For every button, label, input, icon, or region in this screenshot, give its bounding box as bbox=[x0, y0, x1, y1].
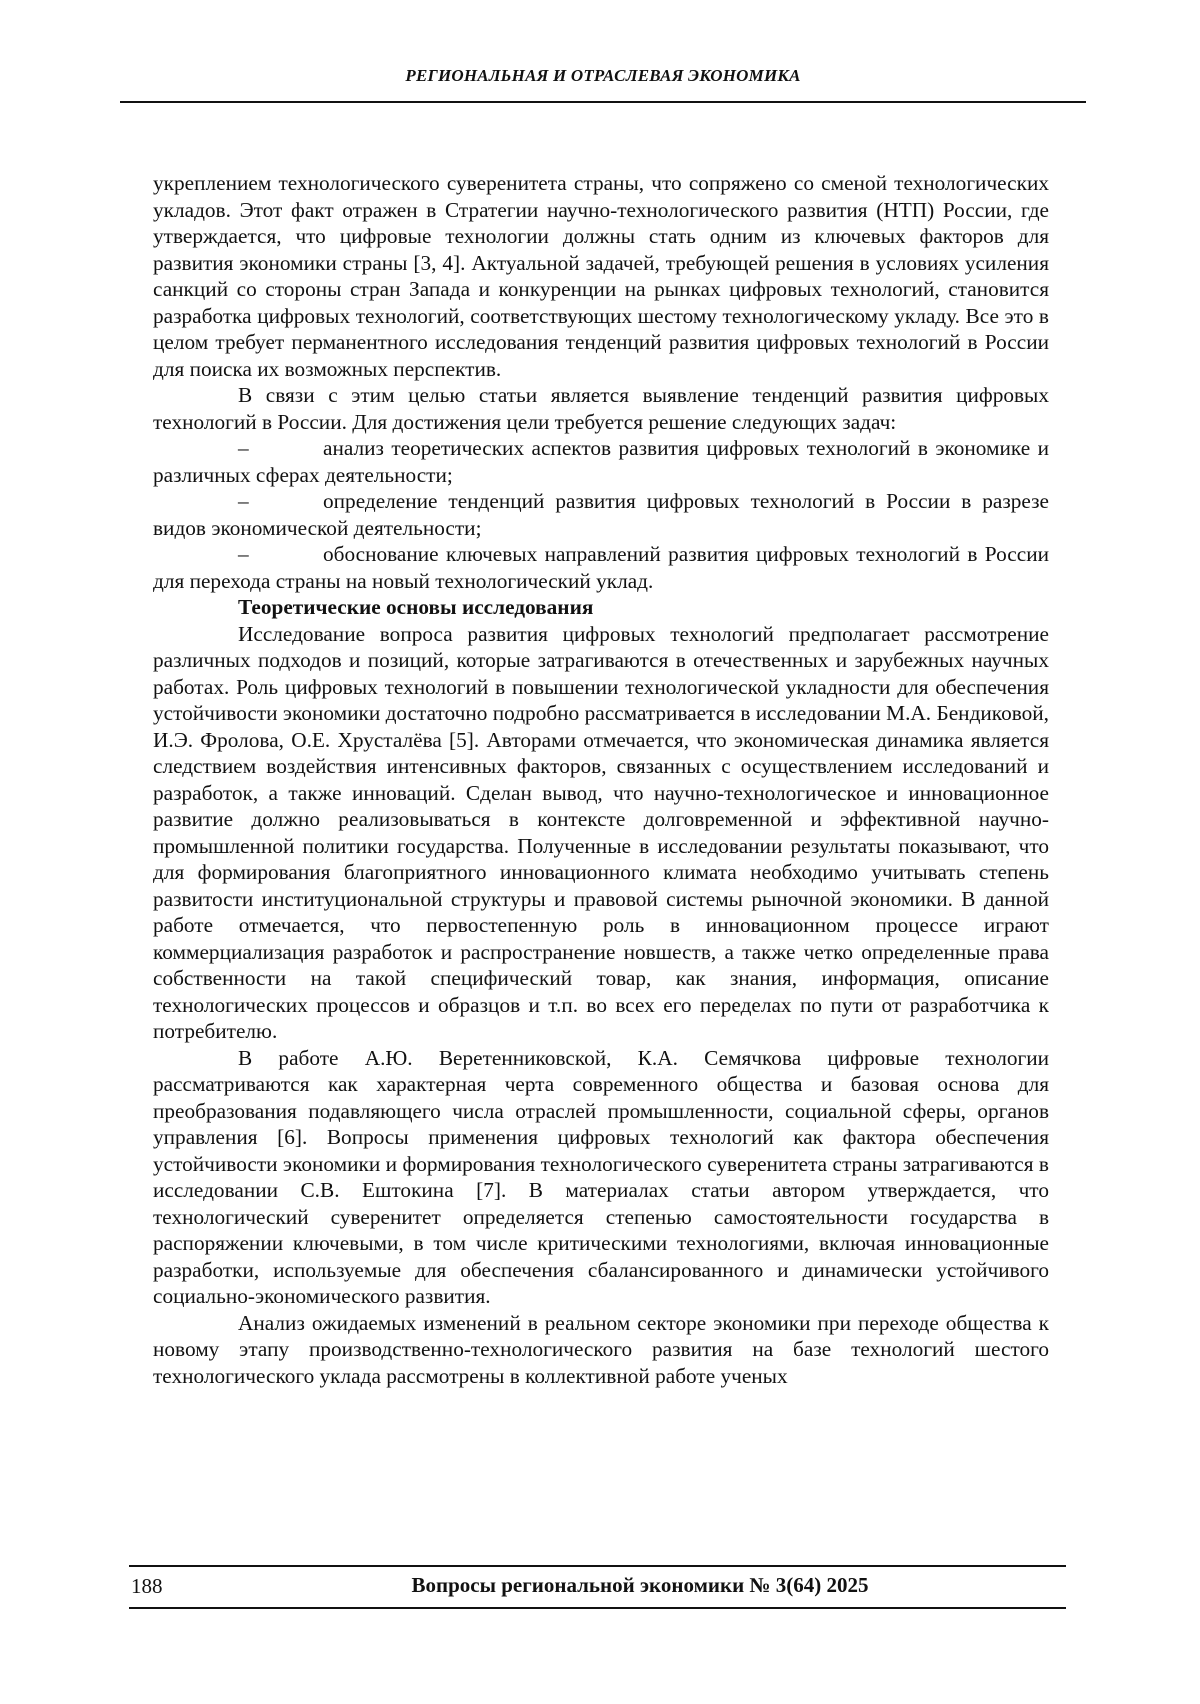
list-item-task-2 bbox=[153, 488, 1049, 541]
paragraph-intro: укреплением технологического суверенитета страны, что сопряжено со сменой технологических укладов. Этот факт отражен в Стратегии научно-технологического развития (НТП) России, где утверждается, что цифровые технологии должны стать одним из ключевых факторов для развития экономики страны [3, 4]. Актуальной задачей, требующей решения в условиях усиления санкций со стороны стран Запада и конкуренции на рынках цифровых технологий, становится разработка цифровых технологий, соответствующих шестому технологическому укладу. Все это в целом требует перманентного исследования тенденций развития цифровых технологий в России для поиска их возможных перспектив. bbox=[153, 171, 1049, 381]
section-heading: Теоретические основы исследования bbox=[238, 595, 594, 619]
dash-marker: – bbox=[238, 436, 249, 460]
list-item-task-3 bbox=[153, 541, 1049, 594]
header-divider bbox=[120, 101, 1086, 103]
dash-marker: – bbox=[238, 542, 249, 566]
paragraph-veretennikovskaya: В работе А.Ю. Веретенниковской, К.А. Семячкова цифровые технологии рассматриваются как характерная черта современного общества и базовая основа для преобразования подавляющего числа отраслей промышленности, социальной сферы, органов управления [6]. Вопросы применения цифровых технологий как фактора обеспечения устойчивости экономики и формирования технологического суверенитета страны затрагиваются в исследовании С.В. Ештокина [7]. В материалах статьи автором утверждается, что технологический суверенитет определяется степенью самостоятельности государства в распоряжении ключевыми, в том числе критическими технологиями, включая инновационные разработки, используемые для обеспечения сбалансированного и динамически устойчивого социально-экономического развития. bbox=[153, 1045, 1049, 1308]
journal-title: Вопросы региональной экономики № 3(64) 2025 bbox=[411, 1573, 869, 1597]
paragraph-analysis: Анализ ожидаемых изменений в реальном секторе экономики при переходе общества к новому этапу производственно-технологического развития на базе технологий шестого технологического уклада рассмотрены в коллективной работе ученых bbox=[153, 1310, 1049, 1388]
page-number: 188 bbox=[131, 1574, 163, 1598]
list-item-task-1 bbox=[153, 435, 1049, 488]
task-text: определение тенденций развития цифровых технологий в России в разрезе видов экономической деятельности; bbox=[153, 489, 1049, 540]
task-text: обоснование ключевых направлений развития цифровых технологий в России для перехода страны на новый технологический уклад. bbox=[153, 542, 1049, 593]
footer-divider-bottom bbox=[129, 1607, 1066, 1609]
paragraph-theory: Исследование вопроса развития цифровых технологий предполагает рассмотрение различных подходов и позиций, которые затрагиваются в отечественных и зарубежных научных работах. Роль цифровых технологий в повышении технологической укладности для обеспечения устойчивости экономики достаточно подробно рассматривается в исследовании М.А. Бендиковой, И.Э. Фролова, О.Е. Хрусталёва [5]. Авторами отмечается, что экономическая динамика является следствием воздействия интенсивных факторов, связанных с осуществлением исследований и разработок, а также инноваций. Сделан вывод, что научно-технологическое и инновационное развитие должно реализовываться в контексте долговременной и эффективной научно-промышленной политики государства. Полученные в исследовании результаты показывают, что для формирования благоприятного инновационного климата необходимо учитывать степень развитости институциональной структуры и правовой системы рыночной экономики. В данной работе отмечается, что первостепенную роль в инновационном процессе играют коммерциализация разработок и распространение новшеств, а также четко определенные права собственности на такой специфический товар, как знания, информация, описание технологических процессов и образцов и т.п. во всех его переделах по пути от разработчика к потребителю. bbox=[153, 621, 1049, 1043]
paragraph-aim: В связи с этим целью статьи является выявление тенденций развития цифровых технологий в России. Для достижения цели требуется решение следующих задач: bbox=[153, 383, 1049, 434]
article-body bbox=[153, 170, 1049, 1389]
dash-marker: – bbox=[238, 489, 249, 513]
task-text: анализ теоретических аспектов развития цифровых технологий в экономике и различных сферах деятельности; bbox=[153, 436, 1049, 487]
footer-divider-top bbox=[129, 1565, 1066, 1567]
running-header: РЕГИОНАЛЬНАЯ И ОТРАСЛЕВАЯ ЭКОНОМИКА bbox=[405, 66, 801, 85]
